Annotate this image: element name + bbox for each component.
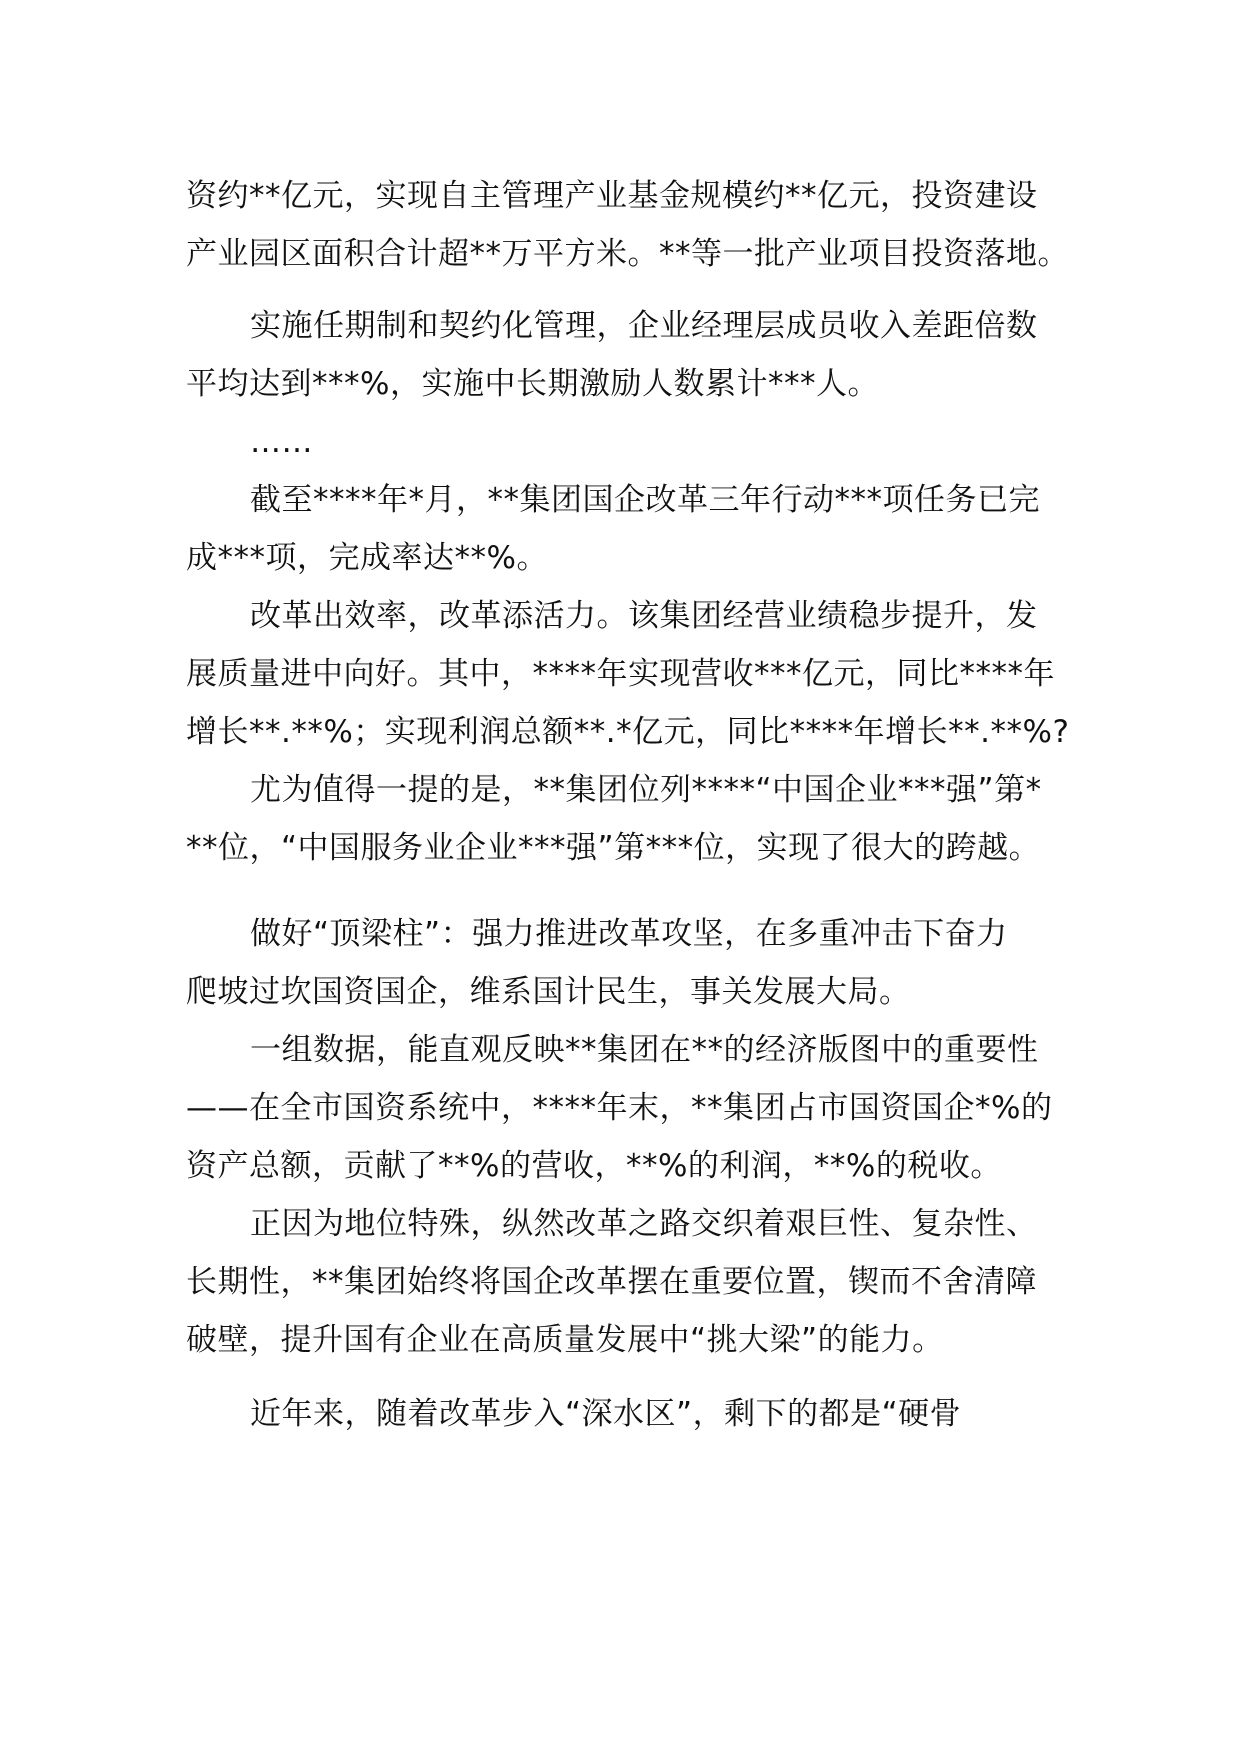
paragraph-start-line: 截至****年*月，**集团国企改革三年行动***项任务已完 — [250, 482, 1040, 518]
paragraph-start-line: 一组数据，能直观反映**集团在**的经济版图中的重要性 — [250, 1032, 1039, 1068]
text-line: 长期性，**集团始终将国企改革摆在重要位置，锲而不舍清障 — [186, 1264, 1037, 1300]
paragraph-start-line: 尤为值得一提的是，**集团位列****“中国企业***强”第* — [250, 772, 1042, 808]
paragraph-start-line: 改革出效率，改革添活力。该集团经营业绩稳步提升，发 — [250, 598, 1038, 634]
paragraph-start-line: 做好“顶梁柱”：强力推进改革攻坚，在多重冲击下奋力 — [250, 916, 1008, 952]
paragraph-start-line: 实施任期制和契约化管理，企业经理层成员收入差距倍数 — [250, 308, 1038, 344]
text-line: 产业园区面积合计超**万平方米。**等一批产业项目投资落地。 — [186, 236, 1069, 272]
ellipsis-line: …… — [250, 424, 313, 460]
text-line: 爬坡过坎国资国企，维系国计民生，事关发展大局。 — [186, 974, 911, 1010]
text-line: 平均达到***%，实施中长期激励人数累计***人。 — [186, 366, 879, 402]
paragraph-start-line: 正因为地位特殊，纵然改革之路交织着艰巨性、复杂性、 — [250, 1206, 1038, 1242]
text-line: **位，“中国服务业企业***强”第***位，实现了很大的跨越。 — [186, 830, 1041, 866]
text-line: 增长**.**%；实现利润总额**.*亿元，同比****年增长**.**%? — [186, 714, 1070, 750]
text-line: 资产总额，贡献了**%的营收，**%的利润，**%的税收。 — [186, 1148, 1002, 1184]
text-line: 资约**亿元，实现自主管理产业基金规模约**亿元，投资建设 — [186, 178, 1038, 214]
text-line: 展质量进中向好。其中，****年实现营收***亿元，同比****年 — [186, 656, 1055, 692]
paragraph-start-line: 近年来，随着改革步入“深水区”，剩下的都是“硬骨 — [250, 1396, 962, 1432]
text-line: 破壁，提升国有企业在高质量发展中“挑大梁”的能力。 — [186, 1322, 944, 1358]
text-line: 成***项，完成率达**%。 — [186, 540, 548, 576]
text-line: ——在全市国资系统中，****年末，**集团占市国资国企*%的 — [186, 1090, 1053, 1126]
